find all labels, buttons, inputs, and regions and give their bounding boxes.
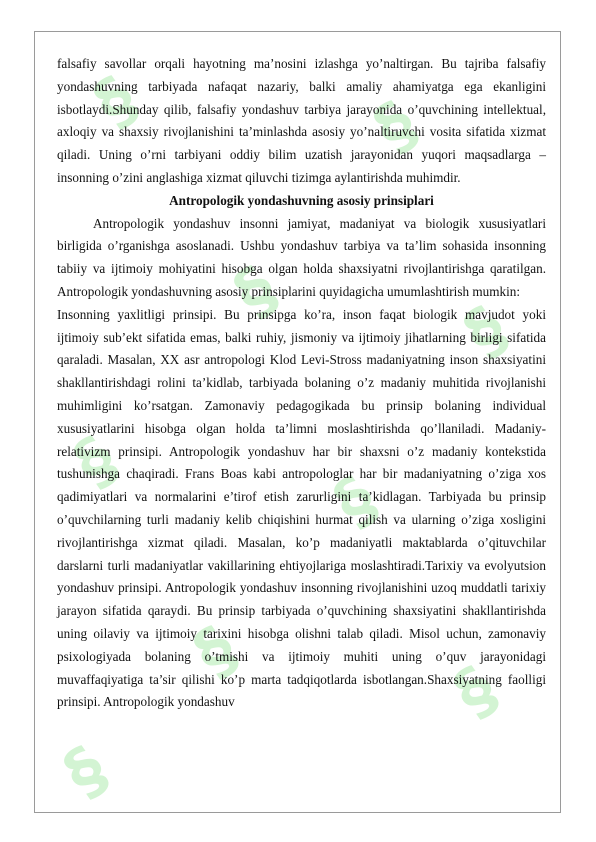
watermark-mark: §: [441, 652, 511, 732]
watermark-mark: §: [51, 732, 121, 812]
watermark-mark: §: [321, 462, 391, 542]
section-heading: Antropologik yondashuvning asosiy prinsiplari: [169, 192, 434, 208]
watermark-mark: §: [361, 87, 431, 167]
watermark-mark: §: [61, 422, 131, 502]
watermark-mark: §: [451, 292, 521, 372]
watermark-mark: §: [221, 252, 291, 332]
document-body: [57, 53, 546, 714]
body-paragraph: Insonning yaxlitligi prinsipi. Bu prinsipga ko’ra, inson faqat biologik mavjudot yoki ijtimoiy sub’ekt sifatida emas, balki ruhiy, jismoniy va ijtimoiy jihatlarning birligi sifatida qaraladi. Masalan, XX asr antropologi Klod Levi-Stross madaniyatning inson shaxsiyatini shakllantirishdagi rolini ta’kidlab, tarbiyada bolaning o’z madaniy muhitida rivojlanishi muhimligini ko’rsatgan. Zamonaviy pedagogikada bu prinsip bolaning individual xususiyatlarini hisobga olgan holda ta’limni moslashtirishda qo’llaniladi. Madaniy-relativizm prinsipi. Antropologik yondashuv har bir shaxsni o’z madaniy kontekstida tushunishga chaqiradi. Frans Boas kabi antropologlar har bir madaniyatning o’ziga xos qadimiyatlari va normalarini e’tirof etish zarurligini ta’kidlagan. Tarbiyada bu prinsip o’quvchilarning turli madaniy kelib chiqishini hurmat qilish va ularning o’ziga xosligini rivojlantirishga xizmat qiladi. Masalan, ko’p madaniyatli maktablarda o’qituvchilar darslarni turli madaniyatlar vakillarining ehtiyojlariga moslashtiradi.Tarixiy va evolyutsion yondashuv prinsipi. Antropologik yondashuv insonning rivojlanishini uzoq muddatli tarixiy jarayon sifatida qaraydi. Bu prinsip tarbiyada o’quvchining shaxsiyatini shakllantirishda uning oilaviy va ijtimoiy tarixini hisobga olishni talab qiladi. Misol uchun, zamonaviy psixologiyada bolaning o’tmishi va ijtimoiy muhiti uning o’quv jarayonidagi muvaffaqiyatiga ta’sir qilishi ko’p marta tadqiqotlarda isbotlangan.Shaxsiyatning faolligi prinsipi. Antropologik yondashuv: [57, 306, 546, 710]
intro-paragraph: falsafiy savollar orqali hayotning ma’nosini izlashga yo’naltirgan. Bu tajriba falsafiy yondashuvning tarbiyada nafaqat nazariy, balki amaliy ahamiyatga ega ekanligini isbotlaydi.Shunday qilib, falsafiy yondashuv tarbiya jarayonida o’quvchining intellektual, axloqiy va shaxsiy rivojlanishini ta’minlashda asosiy yo’naltiruvchi vosita sifatida xizmat qiladi. Uning o’rni tarbiyani oddiy bilim uzatish jarayonidan yuqori maqsadlarga – insonning o’zini anglashiga xizmat qiluvchi tizimga aylantirishda muhimdir.: [57, 56, 546, 185]
watermark-mark: §: [181, 612, 251, 692]
watermark-mark: §: [81, 62, 151, 142]
body-paragraph: Antropologik yondashuv insonni jamiyat, madaniyat va biologik xususiyatlari birligida o’rganishga asoslanadi. Ushbu yondashuv tarbiya va ta’lim sohasida insonning tabiiy va ijtimoiy mohiyatini hisobga olgan holda shaxsiyatni rivojlantirishga qaratilgan. Antropologik yondashuvning asosiy prinsiplarini quyidagicha umumlashtirish mumkin:: [57, 215, 546, 299]
